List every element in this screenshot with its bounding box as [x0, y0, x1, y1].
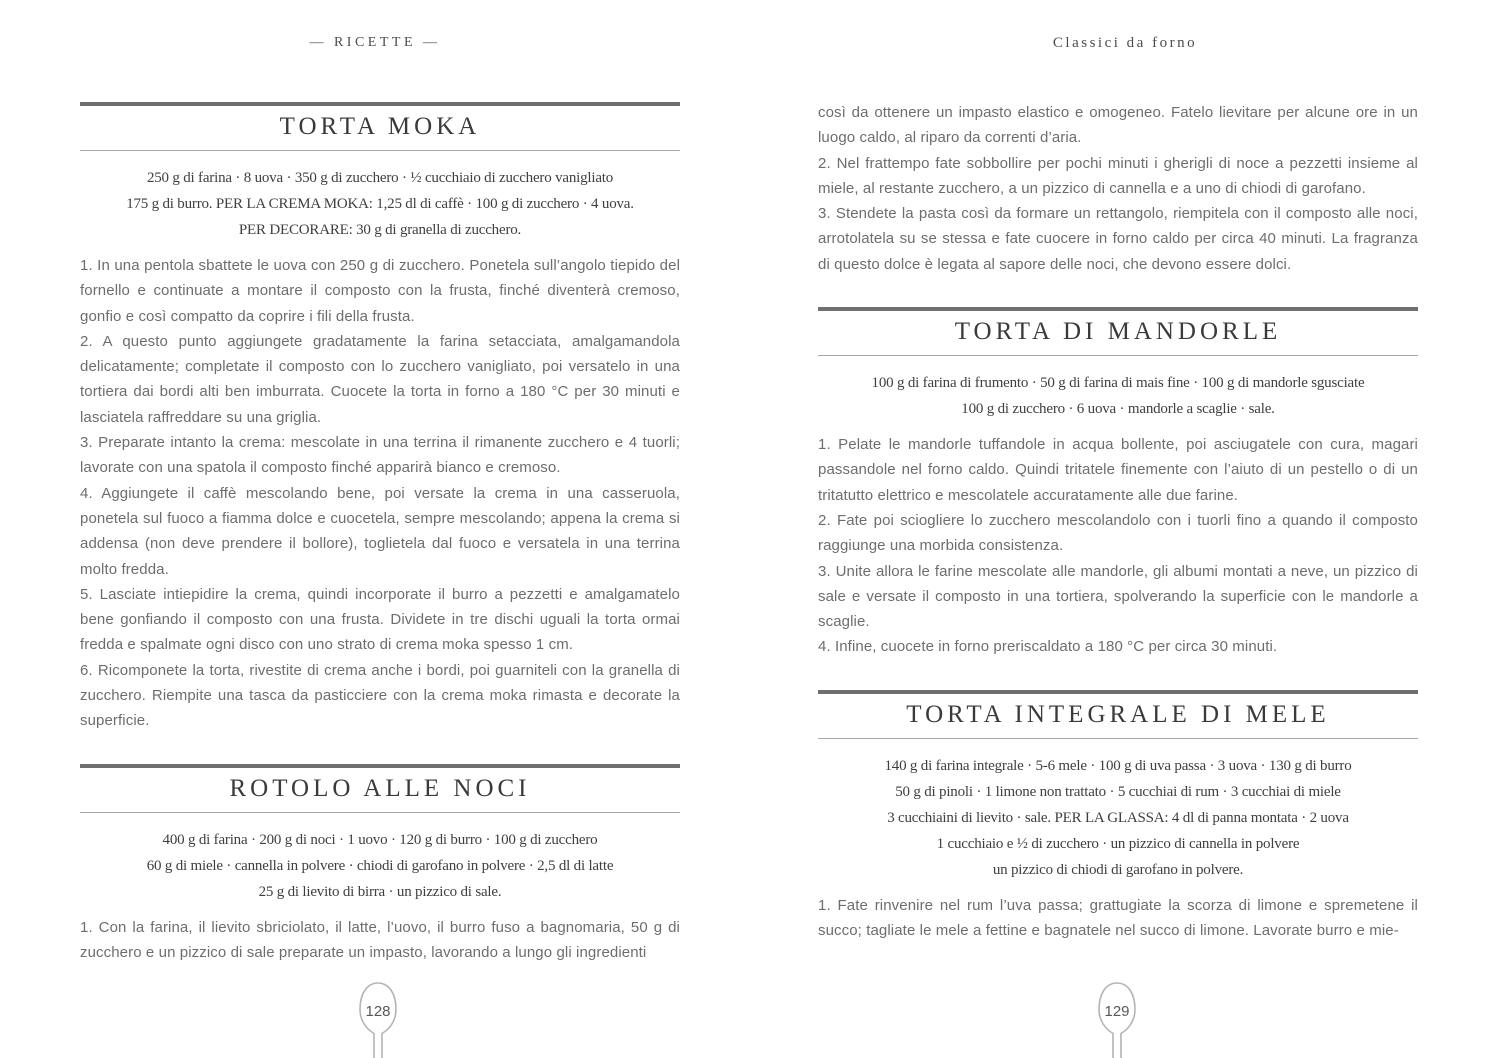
running-head-left: — RICETTE —: [309, 35, 441, 50]
ingredient-line: 50 g di pinoli · 1 limone non trattato · 5 cucchiai di rum · 3 cucchiai di miele: [895, 783, 1341, 800]
steps-block: [818, 893, 1418, 944]
spoon-icon: [1095, 980, 1139, 1058]
ingredient-line: 100 g di farina di frumento · 50 g di farina di mais fine · 100 g di mandorle sgusciate: [871, 375, 1365, 392]
recipe-title: TORTA INTEGRALE DI MELE: [906, 700, 1330, 728]
step-paragraph: 1. In una pentola sbattete le uova con 250 g di zucchero. Ponetela sull’angolo tiepido del fornello e continuate a montare il composto con la frusta, finché diventerà cremoso, gonfio e così compatto da coprire i fili della frusta.: [80, 257, 680, 325]
left-column: [80, 0, 680, 965]
step-paragraph: 1. Pelate le mandorle tuffandole in acqua bollente, poi asciugatele con cura, magari passandole nel forno caldo. Quindi tritatele finemente con l’aiuto di un pestello o di un tritatutto elettrico e mescolatele accuratamente alle due farine.: [818, 436, 1418, 504]
step-paragraph: 3. Unite allora le farine mescolate alle mandorle, gli albumi montati a neve, un pizzico di sale e versate il composto in una tortiera, spolverando la superficie con le mandorle a scaglie.: [818, 562, 1418, 631]
step-paragraph: 2. Fate poi sciogliere lo zucchero mescolandolo con i tuorli fino a quando il composto raggiunge una morbida consistenza.: [818, 511, 1418, 555]
step-paragraph: 5. Lasciate intiepidire la crema, quindi incorporate il burro a pezzetti e amalgamatelo bene gonfiando il composto con una frusta. Dividete in tre dischi uguali la torta ormai fredda e spalmate ogni disco con uno strato di crema moka spesso 1 cm.: [80, 585, 680, 654]
ingredient-line: 140 g di farina integrale · 5-6 mele · 100 g di uva passa · 3 uova · 130 g di burro: [884, 757, 1352, 774]
step-paragraph: 3. Preparate intanto la crema: mescolate in una terrina il rimanente zucchero e 4 tuorli; lavorate con una spatola il composto finché apparirà bianco e cremoso.: [80, 434, 680, 477]
ingredient-line: PER DECORARE: 30 g di granella di zucchero.: [238, 222, 522, 238]
recipe-section: [818, 690, 1418, 944]
ingredient-line: 60 g di miele · cannella in polvere · chiodi di garofano in polvere · 2,5 dl di latte: [146, 857, 614, 874]
ingredients-block: [818, 753, 1418, 883]
steps-block: [80, 915, 680, 966]
recipe-title-block: [80, 764, 680, 813]
ingredient-line: 400 g di farina · 200 g di noci · 1 uovo · 120 g di burro · 100 g di zucchero: [162, 831, 598, 848]
ingredient-line: un pizzico di chiodi di garofano in polvere.: [992, 861, 1244, 878]
step-paragraph: 1. Fate rinvenire nel rum l’uva passa; grattugiate la scorza di limone e spremetene il succo; tagliate le mele a fettine e bagnatele nel succo di limone. Lavorate burro e mie-: [818, 896, 1418, 940]
recipe-section: [818, 307, 1418, 660]
page-number-spoon-left: [356, 980, 400, 1058]
recipe-section: [80, 764, 680, 966]
ingredient-line: 175 g di burro. PER LA CREMA MOKA: 1,25 dl di caffè · 100 g di zucchero · 4 uova.: [126, 196, 634, 212]
running-head-right: Classici da forno: [1052, 35, 1198, 51]
step-paragraph: 6. Ricomponete la torta, rivestite di crema anche i bordi, poi guarniteli con la granella di zucchero. Riempite una tasca da pasticciere con la crema moka rimasta e decorate la superficie.: [80, 661, 680, 730]
steps-block: [80, 253, 680, 734]
step-paragraph: 4. Infine, cuocete in forno preriscaldato a 180 °C per circa 30 minuti.: [818, 638, 1278, 656]
step-paragraph: 3. Stendete la pasta così da formare un rettangolo, riempitela con il composto alle noci, arrotolatela su se stessa e fate cuocere in forno caldo per circa 40 minuti. La fragranza di questo dolce è legata al sapore delle noci, che devono essere dolci.: [818, 205, 1418, 273]
step-paragraph: 2. Nel frattempo fate sobbollire per pochi minuti i gherigli di noce a pezzetti insieme al miele, al restante zucchero, a un pizzico di cannella e a uno di chiodi di garofano.: [818, 154, 1418, 197]
recipe-title: ROTOLO ALLE NOCI: [229, 774, 531, 802]
ingredient-line: 100 g di zucchero · 6 uova · mandorle a scaglie · sale.: [961, 401, 1275, 418]
spoon-icon: [356, 980, 400, 1058]
page-number: 128: [365, 1003, 391, 1020]
page-number-spoon-right: [1095, 980, 1139, 1058]
page-right: [750, 0, 1500, 1058]
step-paragraph: 1. Con la farina, il lievito sbriciolato, il latte, l’uovo, il burro fuso a bagnomaria, 50 g di zucchero e un pizzico di sale preparate un impasto, lavorando a lungo gli ingredienti: [80, 918, 680, 961]
page-number: 129: [1104, 1003, 1130, 1020]
ingredient-line: 3 cucchiaini di lievito · sale. PER LA GLASSA: 4 dl di panna montata · 2 uova: [887, 809, 1349, 826]
ingredient-line: 1 cucchiaio e ½ di zucchero · un pizzico di cannella in polvere: [936, 835, 1300, 852]
steps-block: [818, 100, 1418, 277]
ingredients-block: [80, 827, 680, 905]
step-paragraph: così da ottenere un impasto elastico e omogeneo. Fatelo lievitare per alcune ore in un luogo caldo, al riparo da correnti d’aria.: [818, 104, 1418, 147]
ingredient-line: 25 g di lievito di birra · un pizzico di sale.: [258, 883, 502, 900]
step-paragraph: 4. Aggiungete il caffè mescolando bene, poi versate la crema in una casseruola, ponetela sul fuoco a fiamma dolce e cuocetela, sempre mescolando; appena la crema si addensa (non deve prendere il bollore), toglietela dal fuoco e versatela in una terrina molto fredda.: [80, 484, 680, 578]
right-column: [818, 0, 1418, 943]
recipe-title-block: [818, 690, 1418, 739]
ingredients-block: [80, 165, 680, 243]
ingredients-block: [818, 370, 1418, 422]
recipe-section: [80, 102, 680, 734]
steps-block: [818, 432, 1418, 660]
recipe-title-block: [818, 307, 1418, 356]
step-paragraph: 2. A questo punto aggiungete gradatamente la farina setacciata, amalgamandola delicatamente; completate il composto con lo zucchero vanigliato, poi versatelo in una tortiera dai bordi alti ben imburrata. Cuocete la torta in forno a 180 °C per 30 minuti e lasciatela raffreddare su una griglia.: [80, 332, 680, 426]
recipe-title-block: [80, 102, 680, 151]
continuation-text-section: [818, 100, 1418, 277]
recipe-title: TORTA MOKA: [279, 113, 481, 140]
recipe-title: TORTA DI MANDORLE: [954, 318, 1282, 346]
ingredient-line: 250 g di farina · 8 uova · 350 g di zucchero · ½ cucchiaio di zucchero vanigliato: [146, 170, 614, 186]
